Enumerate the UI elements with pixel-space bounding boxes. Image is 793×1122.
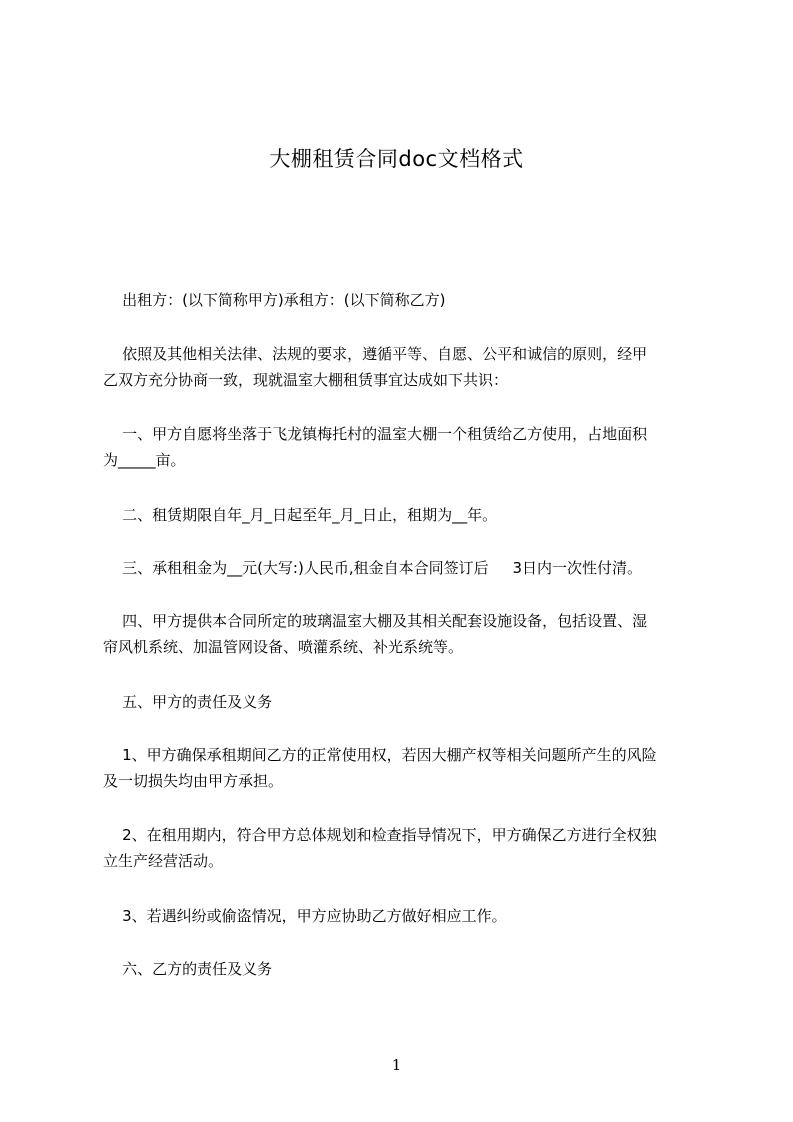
paragraph-line: 1、甲方确保承租期间乙方的正常使用权，若因大棚产权等相关问题所产生的风险 (103, 746, 657, 764)
paragraph-line: 2、在租用期内，符合甲方总体规划和检查指导情况下，甲方确保乙方进行全权独 (103, 826, 657, 844)
paragraph-line: 六、乙方的责任及义务 (103, 960, 273, 978)
paragraph-line: 三、承租租金为__元(大写:)人民币,租金自本合同签订后 3日内一次性付清。 (103, 559, 642, 577)
paragraph-parties (103, 287, 713, 313)
paragraph-clause-1 (103, 421, 713, 473)
paragraph-line: 立生产经营活动。 (103, 852, 224, 870)
paragraph-line: 帘风机系统、加温管网设备、喷灌系统、补光系统等。 (103, 638, 464, 656)
document-title: 大棚租赁合同doc文档格式 (269, 147, 524, 171)
paragraph-line: 出租方：(以下简称甲方)承租方：(以下简称乙方) (103, 291, 446, 309)
paragraph-line: 为_____亩。 (103, 451, 186, 469)
paragraph-line: 五、甲方的责任及义务 (103, 693, 273, 711)
paragraph-section-5-heading (103, 689, 713, 715)
paragraph-clause-4 (103, 608, 713, 660)
paragraph-section-6-heading (103, 956, 713, 982)
paragraph-line: 依照及其他相关法律、法规的要求，遵循平等、自愿、公平和诚信的原则，经甲 (103, 345, 648, 363)
paragraph-preamble (103, 341, 713, 393)
paragraph-line: 乙双方充分协商一致，现就温室大棚租赁事宜达成如下共识： (103, 371, 509, 389)
paragraph-section-5-item-2 (103, 822, 713, 874)
paragraph-clause-2 (103, 502, 713, 528)
paragraph-clause-3 (103, 555, 713, 581)
paragraph-section-5-item-1 (103, 742, 713, 794)
paragraph-line: 3、若遇纠纷或偷盗情况，甲方应协助乙方做好相应工作。 (103, 907, 507, 925)
paragraph-line: 一、甲方自愿将坐落于飞龙镇梅托村的温室大棚一个租赁给乙方使用，占地面积 (103, 425, 648, 443)
paragraph-line: 二、租赁期限自年_月_日起至年_月_日止，租期为__年。 (103, 506, 498, 524)
paragraph-line: 四、甲方提供本合同所定的玻璃温室大棚及其相关配套设施设备，包括设置、湿 (103, 612, 648, 630)
paragraph-section-5-item-3 (103, 903, 713, 929)
paragraph-line: 及一切损失均由甲方承担。 (103, 772, 284, 790)
page-number: 1 (391, 1056, 402, 1074)
